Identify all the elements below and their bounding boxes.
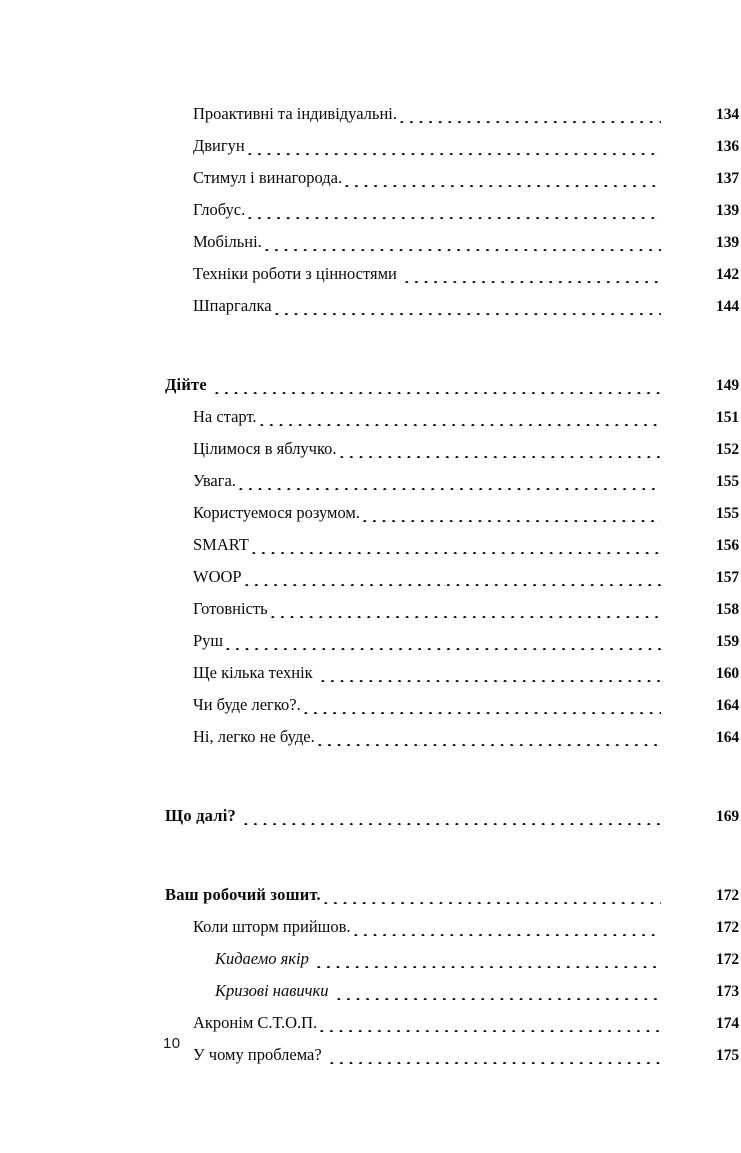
toc-entry-title: Стимул і винагорода. [193,168,343,187]
toc-entry-page-number: 142 [716,266,739,283]
toc-entry-title: Дійте [165,375,207,394]
toc-dot-leader [242,577,661,593]
toc-entry-page-number: 144 [716,298,739,315]
toc-entry[interactable] [0,567,741,599]
toc-entry-title: Проактивні та індивідуальні. [193,104,397,123]
toc-dot-leader [360,513,661,529]
toc-entry-title: Двигун [193,136,245,155]
toc-entry-page-number: 175 [716,1047,739,1064]
toc-entry[interactable] [0,296,741,328]
toc-entry-page-number: 134 [716,106,739,123]
toc-entry[interactable] [0,806,741,838]
toc-dot-leader [317,1023,661,1039]
toc-dot-leader [301,705,661,721]
toc-entry-title: У чому проблема? [193,1045,322,1064]
toc-entry-page-number: 149 [716,377,739,394]
toc-entry-page-number: 160 [716,665,739,682]
toc-entry[interactable] [0,599,741,631]
toc-entry-page-number: 158 [716,601,739,618]
toc-entry[interactable] [0,471,741,503]
toc-entry-page-number: 136 [716,138,739,155]
toc-entry-title: Глобус. [193,200,246,219]
toc-dot-leader [245,146,661,162]
toc-entry-title: Мобільні. [193,232,262,251]
toc-dot-leader [318,673,661,689]
toc-entry[interactable] [0,264,741,296]
toc-dot-leader [327,1055,661,1071]
toc-entry-title: Ні, легко не буде. [193,727,315,746]
toc-dot-leader [334,991,662,1007]
toc-entry-page-number: 139 [716,202,739,219]
toc-entry-title: Що далі? [165,806,236,825]
toc-entry[interactable] [0,503,741,535]
toc-dot-leader [249,545,661,561]
toc-entry-title: Чи буде легко?. [193,695,301,714]
toc-entry-title: Користуемося розумом. [193,503,360,522]
toc-entry[interactable] [0,917,741,949]
toc-dot-leader [245,210,661,226]
toc-entry[interactable] [0,104,741,136]
toc-dot-leader [397,114,661,130]
toc-entry-page-number: 156 [716,537,739,554]
toc-dot-leader [262,242,661,258]
toc-dot-leader [315,737,661,753]
toc-entry-page-number: 164 [716,729,739,746]
toc-dot-leader [223,641,661,657]
toc-entry[interactable] [0,375,741,407]
toc-entry[interactable] [0,168,741,200]
toc-entry-title: Готовність [193,599,268,618]
toc-dot-leader [268,609,661,625]
toc-entry-page-number: 157 [716,569,739,586]
toc-entry-page-number: 173 [716,983,739,1000]
toc-entry-title: Цілимося в яблучко. [193,439,337,458]
toc-dot-leader [236,481,661,497]
toc-entry[interactable] [0,232,741,264]
toc-entry-title: Кризові навички [215,981,329,1000]
toc-entry-title: Техніки роботи з цінностями [193,264,397,283]
toc-dot-leader [351,927,661,943]
toc-dot-leader [342,178,661,194]
toc-entry-page-number: 169 [716,808,739,825]
page-folio: 10 [163,1035,181,1052]
toc-entry-title: На старт. [193,407,257,426]
toc-entry-page-number: 174 [716,1015,739,1032]
toc-dot-leader [321,895,661,911]
toc-entry-page-number: 159 [716,633,739,650]
toc-entry[interactable] [0,631,741,663]
toc-entry[interactable] [0,439,741,471]
toc-entry-title: Акронім С.Т.О.П. [193,1013,318,1032]
toc-entry-page-number: 139 [716,234,739,251]
toc-dot-leader [402,274,661,290]
toc-entry-title: Шпаргалка [193,296,272,315]
toc-entry-page-number: 164 [716,697,739,714]
toc-entry[interactable] [0,535,741,567]
table-of-contents [0,104,741,1077]
toc-dot-leader [241,816,661,832]
toc-entry-title: Руш [193,631,224,650]
toc-entry[interactable] [0,885,741,917]
toc-dot-leader [257,417,661,433]
toc-entry[interactable] [0,1045,741,1077]
toc-dot-leader [272,306,661,322]
toc-entry-page-number: 151 [716,409,739,426]
toc-entry-title: WOOP [193,567,242,586]
toc-dot-leader [337,449,661,465]
toc-entry-page-number: 152 [716,441,739,458]
toc-entry-page-number: 172 [716,951,739,968]
toc-entry-title: Ще кілька технік [193,663,313,682]
toc-entry-title: Кидаемо якір [215,949,309,968]
toc-entry-title: SMART [193,535,249,554]
toc-entry[interactable] [0,949,741,981]
toc-entry[interactable] [0,695,741,727]
toc-dot-leader [212,385,661,401]
toc-entry[interactable] [0,200,741,232]
toc-entry-page-number: 172 [716,887,739,904]
toc-entry[interactable] [0,407,741,439]
toc-entry[interactable] [0,136,741,168]
toc-entry-page-number: 155 [716,473,739,490]
toc-entry-page-number: 137 [716,170,739,187]
toc-entry-title: Увага. [193,471,236,490]
toc-entry[interactable] [0,727,741,759]
toc-dot-leader [314,959,661,975]
toc-entry-page-number: 172 [716,919,739,936]
toc-entry[interactable] [0,663,741,695]
toc-entry-page-number: 155 [716,505,739,522]
toc-entry[interactable] [0,981,741,1013]
toc-entry[interactable] [0,1013,741,1045]
toc-entry-title: Ваш робочий зошит. [165,885,321,904]
toc-entry-title: Коли шторм прийшов. [193,917,351,936]
